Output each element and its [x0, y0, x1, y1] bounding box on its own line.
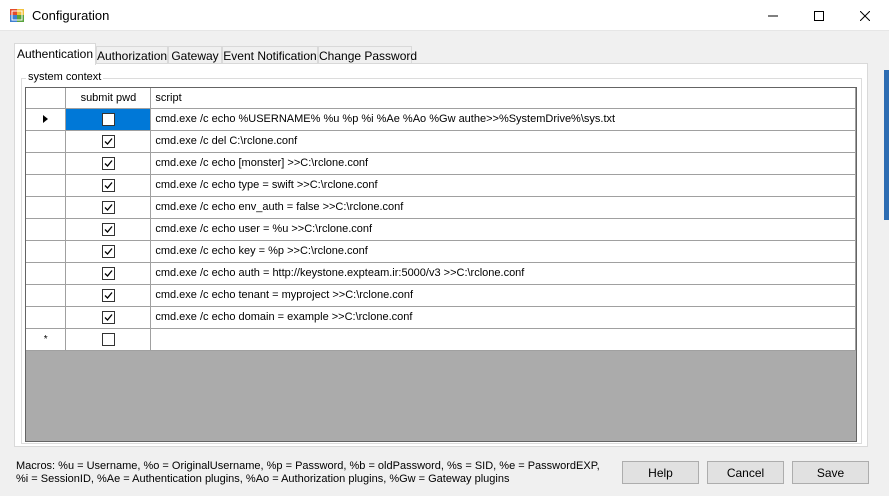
submit-pwd-checkbox[interactable] [102, 245, 115, 258]
script-cell[interactable]: cmd.exe /c echo env_auth = false >>C:\rclone.conf [151, 196, 856, 218]
script-cell[interactable]: cmd.exe /c echo auth = http://keystone.expteam.ir:5000/v3 >>C:\rclone.conf [151, 262, 856, 284]
check-icon [103, 158, 114, 169]
close-icon [860, 11, 870, 21]
row-header[interactable] [26, 262, 66, 284]
save-button[interactable]: Save [792, 461, 869, 484]
check-icon [103, 290, 114, 301]
title-bar [0, 0, 889, 31]
submit-pwd-cell[interactable] [66, 218, 151, 240]
submit-pwd-cell[interactable] [66, 196, 151, 218]
submit-pwd-cell[interactable] [66, 130, 151, 152]
window-title: Configuration [32, 8, 110, 23]
tab-authorization[interactable]: Authorization [96, 46, 168, 65]
row-header[interactable] [26, 130, 66, 152]
check-icon [103, 268, 114, 279]
check-icon [103, 246, 114, 257]
column-header-submit-pwd[interactable]: submit pwd [66, 88, 151, 108]
macros-help-text [16, 460, 600, 486]
script-cell[interactable]: cmd.exe /c echo [monster] >>C:\rclone.conf [151, 152, 856, 174]
row-header[interactable] [26, 196, 66, 218]
submit-pwd-cell[interactable] [66, 262, 151, 284]
submit-pwd-checkbox[interactable] [102, 179, 115, 192]
group-legend: system context [28, 71, 102, 83]
minimize-button[interactable] [750, 0, 796, 31]
row-header[interactable] [26, 218, 66, 240]
row-header[interactable] [26, 240, 66, 262]
cancel-button[interactable]: Cancel [707, 461, 784, 484]
row-header[interactable] [26, 108, 66, 130]
tab-change-password[interactable]: Change Password [318, 46, 412, 65]
submit-pwd-checkbox[interactable] [102, 113, 115, 126]
script-cell[interactable]: cmd.exe /c echo type = swift >>C:\rclone.conf [151, 174, 856, 196]
submit-pwd-checkbox[interactable] [102, 201, 115, 214]
check-icon [103, 224, 114, 235]
submit-pwd-cell[interactable] [66, 108, 151, 130]
new-row-submit-pwd-cell[interactable] [66, 328, 151, 350]
table-row[interactable] [26, 262, 856, 284]
minimize-icon [768, 11, 778, 21]
row-header[interactable] [26, 284, 66, 306]
tab-gateway[interactable]: Gateway [168, 46, 222, 65]
new-row-checkbox[interactable] [102, 333, 115, 346]
new-row-script-cell[interactable] [151, 328, 856, 350]
current-row-arrow-icon [43, 115, 48, 123]
maximize-button[interactable] [796, 0, 842, 31]
submit-pwd-checkbox[interactable] [102, 223, 115, 236]
submit-pwd-cell[interactable] [66, 152, 151, 174]
new-row[interactable] [26, 328, 856, 350]
grid-table [26, 88, 856, 351]
submit-pwd-cell[interactable] [66, 284, 151, 306]
table-row[interactable] [26, 108, 856, 130]
grid-header-row [26, 88, 856, 108]
table-row[interactable] [26, 306, 856, 328]
table-row[interactable] [26, 174, 856, 196]
maximize-icon [814, 11, 824, 21]
table-row[interactable] [26, 196, 856, 218]
check-icon [103, 180, 114, 191]
row-header[interactable] [26, 152, 66, 174]
script-cell[interactable]: cmd.exe /c echo user = %u >>C:\rclone.conf [151, 218, 856, 240]
check-icon [103, 136, 114, 147]
system-context-group [21, 71, 862, 444]
row-header[interactable] [26, 306, 66, 328]
script-cell[interactable]: cmd.exe /c echo %USERNAME% %u %p %i %Ae %Ao %Gw authe>>%SystemDrive%\sys.txt [151, 108, 856, 130]
table-row[interactable] [26, 130, 856, 152]
script-cell[interactable]: cmd.exe /c echo key = %p >>C:\rclone.conf [151, 240, 856, 262]
row-header-corner [26, 88, 66, 108]
table-row[interactable] [26, 240, 856, 262]
script-cell[interactable]: cmd.exe /c echo tenant = myproject >>C:\rclone.conf [151, 284, 856, 306]
row-header[interactable] [26, 174, 66, 196]
background-window-edge [884, 70, 889, 220]
script-grid[interactable] [25, 87, 857, 442]
new-row-header[interactable] [26, 328, 66, 350]
submit-pwd-checkbox[interactable] [102, 267, 115, 280]
tab-authentication[interactable]: Authentication [14, 43, 96, 65]
column-header-script[interactable]: script [151, 88, 856, 108]
check-icon [103, 312, 114, 323]
submit-pwd-checkbox[interactable] [102, 311, 115, 324]
table-row[interactable] [26, 152, 856, 174]
submit-pwd-checkbox[interactable] [102, 135, 115, 148]
help-button[interactable]: Help [622, 461, 699, 484]
submit-pwd-checkbox[interactable] [102, 157, 115, 170]
table-row[interactable] [26, 284, 856, 306]
macros-line-1: Macros: %u = Username, %o = OriginalUsername, %p = Password, %b = oldPassword, %s = SID, %e = PasswordEXP, [16, 460, 600, 472]
macros-line-2: %i = SessionID, %Ae = Authentication plugins, %Ao = Authorization plugins, %Gw = Gateway plugins [16, 473, 510, 485]
submit-pwd-cell[interactable] [66, 174, 151, 196]
app-icon [10, 9, 24, 22]
script-cell[interactable]: cmd.exe /c echo domain = example >>C:\rclone.conf [151, 306, 856, 328]
script-cell[interactable]: cmd.exe /c del C:\rclone.conf [151, 130, 856, 152]
submit-pwd-cell[interactable] [66, 306, 151, 328]
authentication-page [14, 63, 868, 447]
check-icon [103, 202, 114, 213]
new-row-marker: * [43, 334, 48, 345]
submit-pwd-cell[interactable] [66, 240, 151, 262]
tab-event-notification[interactable]: Event Notification [222, 46, 318, 65]
close-button[interactable] [842, 0, 888, 31]
submit-pwd-checkbox[interactable] [102, 289, 115, 302]
table-row[interactable] [26, 218, 856, 240]
